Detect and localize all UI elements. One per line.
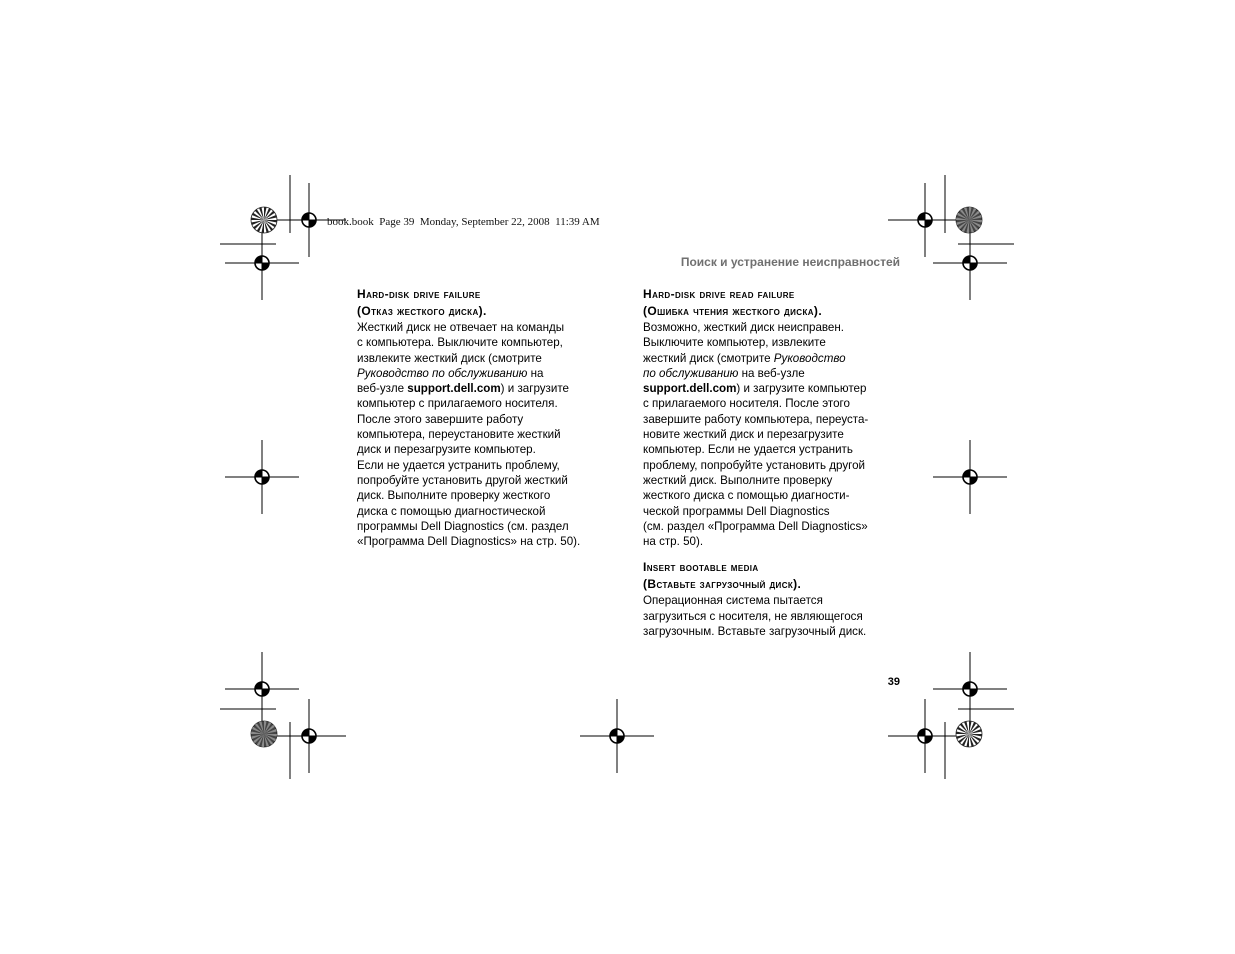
entry-heading-ru: (Вставьте загрузочный диск). — [643, 577, 802, 592]
print-slug: book.book Page 39 Monday, September 22, 2008 11:39 AM — [327, 216, 600, 228]
text-run: ) и загрузите — [500, 382, 569, 396]
body-line — [357, 412, 607, 427]
text-run: с компьютера. Выключите компьютер, — [357, 336, 563, 350]
text-run: с прилагаемого носителя. После этого — [643, 397, 850, 411]
text-run: завершите работу компьютера, переуста- — [643, 412, 869, 426]
body-line — [643, 427, 893, 442]
bold-text: support.dell.com — [643, 382, 737, 396]
text-run: на стр. 50). — [643, 535, 704, 549]
entry-heading-en: Hard-disk drive read failure — [643, 287, 795, 301]
text-run: на веб-узле — [738, 366, 805, 380]
body-line — [357, 519, 607, 534]
body-line — [357, 534, 607, 549]
body-line — [643, 366, 893, 381]
entry-hard-disk-drive-failure — [357, 286, 607, 549]
body-line — [643, 381, 893, 396]
body-line — [643, 519, 893, 534]
entry-heading-ru: (Отказ жесткого диска). — [357, 304, 487, 318]
text-run: ) и загрузите компьютер — [736, 382, 867, 396]
body-line — [643, 396, 893, 411]
text-run: компьютер. Если не удается устранить — [643, 443, 853, 457]
text-run: После этого завершите работу — [357, 412, 524, 426]
registration-target-icon — [933, 226, 1007, 300]
body-line — [643, 504, 893, 519]
text-run: компьютера, переустановите жесткий — [357, 428, 561, 442]
registration-target-icon — [225, 226, 299, 300]
text-run: Выключите компьютер, извлеките — [643, 336, 826, 350]
body-line — [643, 412, 893, 427]
registration-target-icon — [225, 440, 299, 514]
text-run: загрузиться с носителя, не являющегося — [643, 609, 863, 623]
star-target-icon — [251, 207, 277, 233]
body-line — [643, 488, 893, 503]
entry-body — [643, 320, 893, 549]
text-run: жесткий диск. Выполните проверку — [643, 473, 833, 487]
body-line — [357, 488, 607, 503]
body-line — [643, 351, 893, 366]
registration-target-icon — [225, 652, 299, 726]
body-line — [357, 381, 607, 396]
star-target-icon — [956, 207, 982, 233]
right-column — [643, 286, 893, 649]
bold-text: support.dell.com — [407, 382, 501, 396]
registration-target-icon — [888, 699, 962, 773]
body-line — [643, 458, 893, 473]
body-line — [357, 458, 607, 473]
body-line — [643, 624, 893, 639]
italic-text: Руководство — [773, 351, 846, 365]
text-run: (см. раздел «Программа Dell Diagnostics» — [643, 519, 868, 533]
running-head: Поиск и устранение неисправностей — [680, 255, 900, 269]
text-run: загрузочным. Вставьте загрузочный диск. — [643, 625, 867, 639]
body-line — [357, 366, 607, 381]
entry-heading-en: Insert bootable media — [643, 560, 759, 575]
body-line — [643, 442, 893, 457]
body-line — [357, 335, 607, 350]
text-run: жесткий диск (смотрите — [643, 351, 774, 365]
body-line — [357, 442, 607, 457]
text-run: ческой программы Dell Diagnostics — [643, 504, 830, 518]
body-line — [643, 335, 893, 350]
text-run: программы Dell Diagnostics (см. раздел — [357, 519, 569, 533]
page-number: 39 — [887, 676, 900, 688]
text-run: диск. Выполните проверку жесткого — [357, 489, 551, 503]
text-run: Жесткий диск не отвечает на команды — [357, 321, 565, 334]
text-run: жесткого диска с помощью диагности- — [643, 489, 850, 503]
body-line — [357, 396, 607, 411]
text-run: попробуйте установить другой жесткий — [357, 473, 568, 487]
text-run: новите жесткий диск и перезагрузите — [643, 428, 844, 442]
body-line — [643, 473, 893, 488]
text-run: веб-узле — [357, 382, 408, 396]
body-line — [357, 320, 607, 335]
text-run: проблему, попробуйте установить другой — [643, 458, 866, 472]
body-line — [357, 351, 607, 366]
text-run: Возможно, жесткий диск неисправен. — [643, 321, 844, 334]
left-column — [357, 286, 607, 559]
text-run: Операционная система пытается — [643, 594, 823, 608]
entry-heading-ru: (Ошибка чтения жесткого диска). — [643, 304, 823, 318]
body-line — [357, 504, 607, 519]
registration-target-icon — [933, 652, 1007, 726]
text-run: Если не удается устранить проблему, — [357, 458, 560, 472]
star-target-icon — [251, 721, 277, 747]
entry-hard-disk-drive-read-failure — [643, 286, 893, 549]
registration-target-icon — [272, 699, 346, 773]
entry-heading-en: Hard-disk drive failure — [357, 287, 481, 301]
text-run: диска с помощью диагностической — [357, 504, 546, 518]
registration-target-icon — [580, 699, 654, 773]
body-line — [643, 609, 893, 624]
body-line — [357, 473, 607, 488]
registration-target-icon — [888, 183, 962, 257]
body-line — [643, 534, 893, 549]
body-line — [357, 427, 607, 442]
star-target-icon — [956, 721, 982, 747]
text-run: компьютер с прилагаемого носителя. — [357, 397, 558, 411]
text-run: диск и перезагрузите компьютер. — [357, 443, 536, 457]
body-line — [643, 593, 893, 608]
italic-text: по обслуживанию — [643, 366, 739, 380]
entry-body — [643, 593, 893, 639]
text-run: на — [527, 366, 544, 380]
body-line — [643, 320, 893, 335]
entry-body — [357, 320, 607, 549]
text-run: извлеките жесткий диск (смотрите — [357, 351, 542, 365]
text-run: «Программа Dell Diagnostics» на стр. 50). — [357, 535, 581, 549]
registration-target-icon — [933, 440, 1007, 514]
italic-text: Руководство по обслуживанию — [357, 366, 528, 380]
entry-insert-bootable-media — [643, 559, 893, 639]
